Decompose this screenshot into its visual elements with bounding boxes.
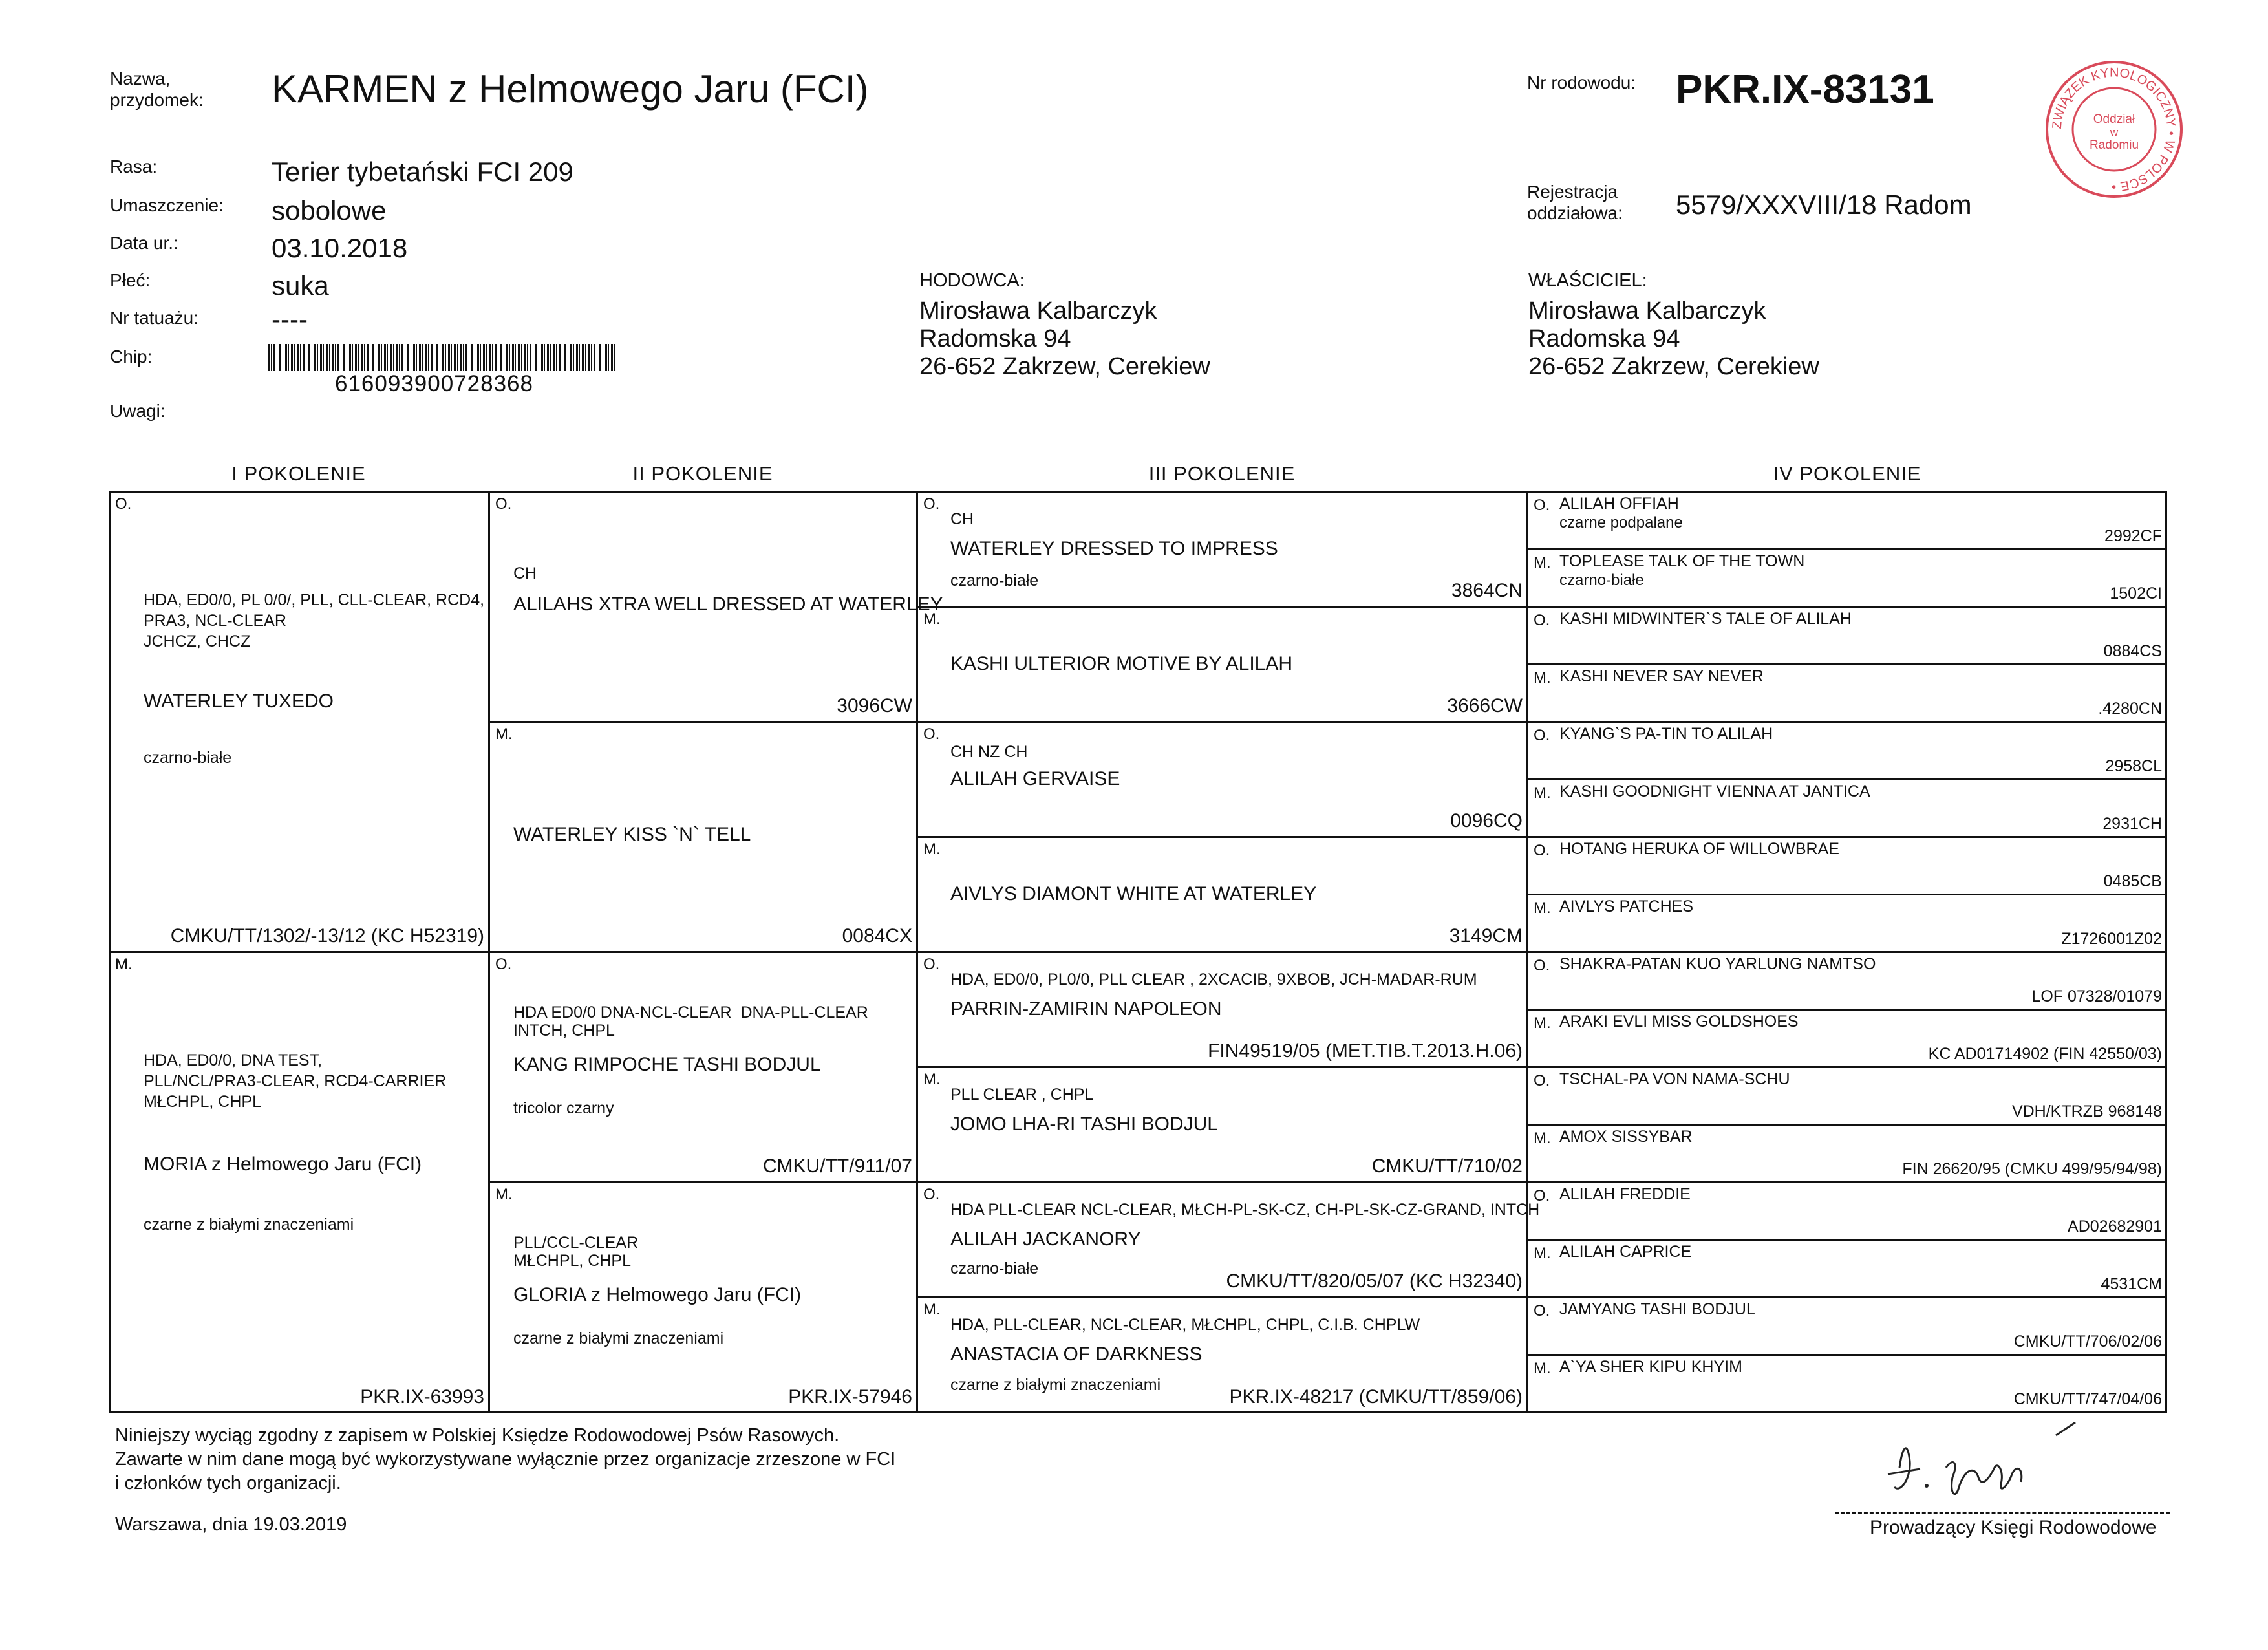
- gen4-mark: M.: [1534, 554, 1551, 572]
- chip-barcode: [268, 344, 617, 371]
- gen2-3-color: tricolor czarny: [513, 1099, 614, 1117]
- gen4-name: KASHI MIDWINTER`S TALE OF ALILAH: [1559, 610, 1852, 628]
- gen4-reg: 2992CF: [2104, 527, 2162, 545]
- issue-date: Warszawa, dnia 19.03.2019: [115, 1514, 347, 1535]
- gen3-3-name: ALILAH GERVAISE: [950, 768, 1120, 789]
- breeder-address: [919, 297, 1210, 381]
- tattoo-label: Nr tatuażu:: [110, 308, 198, 328]
- pedigree-no-value: PKR.IX-83131: [1676, 67, 1934, 112]
- gen3-3-mark: O.: [923, 725, 940, 743]
- club-stamp: [2043, 58, 2185, 200]
- breeder-street: Radomska 94: [919, 325, 1071, 352]
- gen3-4-mark: M.: [923, 841, 941, 858]
- gen4-mark: M.: [1534, 669, 1551, 687]
- breeder-label: HODOWCA:: [919, 270, 1025, 291]
- gen4-reg: 2931CH: [2102, 815, 2162, 833]
- gen3-4-name: AIVLYS DIAMONT WHITE AT WATERLEY: [950, 883, 1317, 905]
- dam-health: HDA, ED0/0, DNA TEST, PLL/NCL/PRA3-CLEAR, RCD4-CARRIER MŁCHPL, CHPL: [144, 1051, 447, 1111]
- gen2-header: II POKOLENIE: [632, 462, 773, 485]
- remarks-label: Uwagi:: [110, 401, 166, 421]
- gen4-reg: AD02682901: [2068, 1217, 2162, 1236]
- gen4-cell: [1528, 1241, 2166, 1296]
- dam-reg: PKR.IX-63993: [360, 1386, 484, 1408]
- gen2-2-reg: 0084CX: [842, 925, 912, 947]
- gen4-mark: O.: [1534, 1187, 1550, 1205]
- gen3-8-name: ANASTACIA OF DARKNESS: [950, 1344, 1203, 1365]
- gen3-cell-1: [918, 493, 1526, 606]
- gen4-mark: M.: [1534, 1245, 1551, 1262]
- gen4-cell: [1528, 1068, 2166, 1124]
- gen3-cell-2: [918, 608, 1526, 721]
- gen4-name: ALILAH OFFIAH: [1559, 495, 1679, 513]
- gen3-7-color: czarno-białe: [950, 1259, 1039, 1278]
- gen3-8-reg: PKR.IX-48217 (CMKU/TT/859/06): [1229, 1386, 1523, 1408]
- gen4-name: ALILAH FREDDIE: [1559, 1185, 1691, 1203]
- gen4-cell: [1528, 1011, 2166, 1066]
- gen3-6-mark: M.: [923, 1071, 941, 1088]
- gen4-mark: M.: [1534, 1130, 1551, 1147]
- svg-text:Oddział: Oddział: [2093, 112, 2135, 126]
- gen4-mark: O.: [1534, 842, 1550, 859]
- gen3-7-title: HDA PLL-CLEAR NCL-CLEAR, MŁCH-PL-SK-CZ, CH-PL-SK-CZ-GRAND, INTCH: [950, 1201, 1540, 1219]
- color-value: sobolowe: [272, 195, 387, 226]
- gen1-sire: [110, 493, 488, 951]
- gen3-1-name: WATERLEY DRESSED TO IMPRESS: [950, 538, 1278, 559]
- gen4-cell: [1528, 608, 2166, 663]
- gen3-8-mark: M.: [923, 1301, 941, 1318]
- gen2-4-color: czarne z białymi znaczeniami: [513, 1329, 724, 1347]
- breeder-name: Mirosława Kalbarczyk: [919, 297, 1157, 325]
- chip-number: 616093900728368: [335, 371, 533, 396]
- gen4-cell: [1528, 895, 2166, 951]
- gen3-8-title: HDA, PLL-CLEAR, NCL-CLEAR, MŁCHPL, CHPL, C.I.B. CHPLW: [950, 1316, 1420, 1334]
- signature: [1862, 1422, 2121, 1513]
- gen2-3-title: HDA ED0/0 DNA-NCL-CLEAR DNA-PLL-CLEAR INTCH, CHPL: [513, 1003, 868, 1040]
- gen4-mark: M.: [1534, 899, 1551, 917]
- sex-label: Płeć:: [110, 270, 151, 290]
- name-label: Nazwa, przydomek:: [110, 69, 204, 110]
- owner-name: Mirosława Kalbarczyk: [1528, 297, 1766, 325]
- gen4-cell: [1528, 953, 2166, 1009]
- gen4-mark: M.: [1534, 1014, 1551, 1032]
- gen2-cell-2: [490, 723, 916, 951]
- dog-name: KARMEN z Helmowego Jaru (FCI): [272, 67, 869, 111]
- gen2-3-mark: O.: [495, 956, 512, 973]
- gen4-reg: 1502CI: [2110, 584, 2162, 603]
- chip-label: Chip:: [110, 347, 153, 367]
- gen4-reg: KC AD01714902 (FIN 42550/03): [1928, 1045, 2162, 1063]
- pedigree-no-label: Nr rodowodu:: [1527, 72, 1636, 92]
- gen3-6-name: JOMO LHA-RI TASHI BODJUL: [950, 1113, 1218, 1135]
- gen4-name: KYANG`S PA-TIN TO ALILAH: [1559, 725, 1773, 743]
- gen2-1-mark: O.: [495, 495, 512, 513]
- gen3-3-reg: 0096CQ: [1450, 810, 1523, 831]
- sire-health: HDA, ED0/0, PL 0/0/, PLL, CLL-CLEAR, RCD4, PRA3, NCL-CLEAR JCHCZ, CHCZ: [144, 591, 485, 650]
- gen4-reg: Z1726001Z02: [2061, 930, 2162, 948]
- footer-line-1: Niniejszy wyciąg zgodny z zapisem w Polskiej Księdze Rodowodowej Psów Rasowych.: [115, 1425, 840, 1446]
- gen4-name: A`YA SHER KIPU KHYIM: [1559, 1358, 1742, 1376]
- gen4-reg: 2958CL: [2105, 757, 2162, 775]
- gen4-name: AIVLYS PATCHES: [1559, 897, 1694, 916]
- gen3-1-mark: O.: [923, 495, 940, 513]
- gen4-mark: O.: [1534, 612, 1550, 629]
- gen4-mark: O.: [1534, 727, 1550, 744]
- gen4-cell: [1528, 1183, 2166, 1239]
- gen4-reg: 0485CB: [2103, 872, 2162, 890]
- gen3-1-reg: 3864CN: [1451, 580, 1523, 601]
- gen2-3-reg: CMKU/TT/911/07: [762, 1155, 912, 1177]
- sire-color: czarno-białe: [144, 749, 232, 767]
- gen4-mark: M.: [1534, 784, 1551, 802]
- sire-reg: CMKU/TT/1302/-13/12 (KC H52319): [170, 925, 484, 947]
- gen4-color: czarno-białe: [1559, 572, 1644, 589]
- gen4-cell: [1528, 1126, 2166, 1181]
- gen2-4-reg: PKR.IX-57946: [788, 1386, 912, 1408]
- gen2-1-title: CH: [513, 564, 537, 583]
- gen3-5-reg: FIN49519/05 (MET.TIB.T.2013.H.06): [1208, 1040, 1523, 1062]
- gen4-mark: M.: [1534, 1360, 1551, 1377]
- gen4-name: JAMYANG TASHI BODJUL: [1559, 1300, 1755, 1318]
- gen3-cell-6: [918, 1068, 1526, 1181]
- dob-value: 03.10.2018: [272, 233, 408, 263]
- svg-text:w: w: [2110, 126, 2119, 138]
- dob-label: Data ur.:: [110, 233, 178, 253]
- gen4-name: AMOX SISSYBAR: [1559, 1128, 1693, 1146]
- dam-name: MORIA z Helmowego Jaru (FCI): [144, 1153, 422, 1175]
- gen4-reg: 0884CS: [2103, 642, 2162, 660]
- gen4-color: czarne podpalane: [1559, 514, 1683, 531]
- gen2-cell-3: [490, 953, 916, 1181]
- gen4-reg: 4531CM: [2101, 1275, 2162, 1293]
- gen4-reg: CMKU/TT/747/04/06: [2013, 1390, 2162, 1408]
- gen3-5-title: HDA, ED0/0, PL0/0, PLL CLEAR , 2XCACIB, 9XBOB, JCH-MADAR-RUM: [950, 970, 1477, 989]
- dam-color: czarne z białymi znaczeniami: [144, 1216, 354, 1234]
- gen3-cell-7: [918, 1183, 1540, 1296]
- gen2-2-mark: M.: [495, 725, 513, 743]
- gen3-cell-8: [918, 1298, 1526, 1412]
- gen4-cell: [1528, 665, 2166, 721]
- gen3-cell-4: [918, 838, 1526, 951]
- gen4-reg: .4280CN: [2098, 700, 2162, 718]
- gen4-cell: [1528, 493, 2166, 548]
- gen3-2-mark: M.: [923, 610, 941, 628]
- color-label: Umaszczenie:: [110, 195, 224, 215]
- gen3-3-title: CH NZ CH: [950, 743, 1028, 761]
- gen4-reg: VDH/KTRZB 968148: [2011, 1102, 2162, 1120]
- gen4-name: ARAKI EVLI MISS GOLDSHOES: [1559, 1012, 1799, 1031]
- owner-address: [1528, 297, 1819, 381]
- gen2-4-mark: M.: [495, 1186, 513, 1203]
- footer-line-2: Zawarte w nim dane mogą być wykorzystywane wyłącznie przez organizacje zrzeszone w FCI: [115, 1449, 896, 1470]
- breeder-city: 26-652 Zakrzew, Cerekiew: [919, 353, 1210, 380]
- registration-value: 5579/XXXVIII/18 Radom: [1676, 189, 1972, 220]
- gen3-2-name: KASHI ULTERIOR MOTIVE BY ALILAH: [950, 653, 1293, 674]
- gen4-cell: [1528, 838, 2166, 894]
- gen4-cell: [1528, 780, 2166, 836]
- gen4-name: HOTANG HERUKA OF WILLOWBRAE: [1559, 840, 1839, 858]
- gen2-1-name: ALILAHS XTRA WELL DRESSED AT WATERLEY: [513, 594, 943, 615]
- gen4-name: TOPLEASE TALK OF THE TOWN: [1559, 552, 1805, 570]
- gen2-4-name: GLORIA z Helmowego Jaru (FCI): [513, 1284, 802, 1305]
- gen4-name: KASHI GOODNIGHT VIENNA AT JANTICA: [1559, 782, 1870, 800]
- gen3-cell-5: [918, 953, 1526, 1066]
- gen2-2-name: WATERLEY KISS `N` TELL: [513, 824, 751, 845]
- owner-city: 26-652 Zakrzew, Cerekiew: [1528, 353, 1819, 380]
- owner-label: WŁAŚCICIEL:: [1528, 270, 1647, 291]
- gen4-mark: O.: [1534, 957, 1550, 974]
- gen4-name: ALILAH CAPRICE: [1559, 1243, 1692, 1261]
- gen2-3-name: KANG RIMPOCHE TASHI BODJUL: [513, 1054, 821, 1075]
- gen4-mark: O.: [1534, 497, 1550, 514]
- svg-text:Radomiu: Radomiu: [2089, 138, 2139, 152]
- gen3-1-color: czarno-białe: [950, 572, 1039, 590]
- gen4-reg: LOF 07328/01079: [2031, 987, 2162, 1005]
- gen4-reg: FIN 26620/95 (CMKU 499/95/94/98): [1902, 1160, 2162, 1178]
- gen4-mark: O.: [1534, 1072, 1550, 1089]
- gen3-cell-3: [918, 723, 1526, 836]
- registration-label: Rejestracja oddziałowa:: [1527, 182, 1623, 223]
- gen4-cell: [1528, 723, 2166, 778]
- dam-mark: M.: [115, 956, 133, 973]
- gen4-cell: [1528, 550, 2166, 606]
- gen3-2-reg: 3666CW: [1447, 695, 1523, 716]
- gen3-4-reg: 3149CM: [1449, 925, 1523, 947]
- gen3-6-reg: CMKU/TT/710/02: [1371, 1155, 1523, 1177]
- gen4-name: KASHI NEVER SAY NEVER: [1559, 667, 1764, 685]
- sire-mark: O.: [115, 495, 132, 513]
- gen3-8-color: czarne z białymi znaczeniami: [950, 1376, 1161, 1394]
- gen1-dam: [110, 953, 488, 1412]
- gen4-reg: CMKU/TT/706/02/06: [2013, 1333, 2162, 1351]
- gen3-header: III POKOLENIE: [1148, 462, 1296, 485]
- svg-text:ZWIĄZEK KYNOLOGICZNY • W POLSC: ZWIĄZEK KYNOLOGICZNY • W POLSCE •: [2049, 65, 2179, 194]
- gen4-header: IV POKOLENIE: [1773, 462, 1921, 485]
- sex-value: suka: [272, 270, 329, 301]
- gen3-7-reg: CMKU/TT/820/05/07 (KC H32340): [1226, 1270, 1523, 1292]
- gen3-1-title: CH: [950, 510, 974, 528]
- gen4-name: TSCHAL-PA VON NAMA-SCHU: [1559, 1070, 1790, 1088]
- breed-value: Terier tybetański FCI 209: [272, 156, 573, 187]
- gen3-6-title: PLL CLEAR , CHPL: [950, 1086, 1094, 1104]
- gen2-cell-1: [490, 493, 943, 721]
- gen4-cell: [1528, 1356, 2166, 1411]
- gen2-cell-4: [490, 1183, 916, 1412]
- signature-label: Prowadzący Księgi Rodowodowe: [1870, 1517, 2157, 1538]
- gen3-7-mark: O.: [923, 1186, 940, 1203]
- gen2-1-reg: 3096CW: [837, 695, 912, 716]
- gen3-5-name: PARRIN-ZAMIRIN NAPOLEON: [950, 998, 1222, 1020]
- gen1-header: I POKOLENIE: [231, 462, 366, 485]
- breed-label: Rasa:: [110, 156, 158, 177]
- footer-line-3: i członków tych organizacji.: [115, 1473, 341, 1494]
- gen3-7-name: ALILAH JACKANORY: [950, 1228, 1141, 1250]
- gen4-cell: [1528, 1298, 2166, 1354]
- sire-name: WATERLEY TUXEDO: [144, 691, 334, 712]
- gen3-5-mark: O.: [923, 956, 940, 973]
- signature-line: [1835, 1512, 2170, 1514]
- gen2-4-title: PLL/CCL-CLEAR MŁCHPL, CHPL: [513, 1234, 639, 1270]
- owner-street: Radomska 94: [1528, 325, 1680, 352]
- gen4-mark: O.: [1534, 1302, 1550, 1320]
- gen4-name: SHAKRA-PATAN KUO YARLUNG NAMTSO: [1559, 955, 1876, 973]
- tattoo-value: ----: [272, 304, 308, 334]
- footer-note: [115, 1424, 895, 1495]
